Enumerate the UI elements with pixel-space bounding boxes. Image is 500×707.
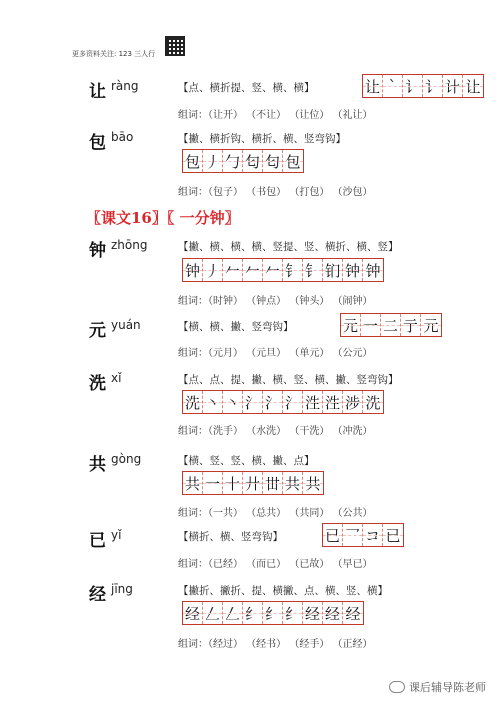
character: 已 xyxy=(89,531,106,551)
stroke-cell: 钅 xyxy=(283,259,303,281)
words-prefix: 组词： xyxy=(178,296,208,307)
stroke-cell: 已 xyxy=(323,524,343,546)
stroke-cell: 钔 xyxy=(323,259,343,281)
header-note: 更多资料关注: 123 三人行 xyxy=(72,50,156,58)
pinyin: gòng xyxy=(111,452,142,466)
words-list: （包子） （书包） （打包） （沙包） xyxy=(208,187,373,198)
stroke-cell: ` xyxy=(383,75,403,97)
stroke-cell: 泩 xyxy=(303,391,323,413)
stroke-cell: 让 xyxy=(463,75,483,97)
stroke-cell: 𠃋 xyxy=(203,602,223,624)
stroke-cell: 丿 xyxy=(203,259,223,281)
words-list: （经过） （经书） （经手） （正经） xyxy=(208,639,373,650)
character: 钟 xyxy=(89,241,106,261)
words-list: （元月） （元旦） （单元） （公元） xyxy=(208,348,373,359)
words-prefix: 组词： xyxy=(178,348,208,359)
stroke-cell: 𠂉 xyxy=(223,259,243,281)
stroke-order: 【撇、横、横、横、竖提、竖、横折、横、竖】 xyxy=(178,241,399,253)
pinyin: ràng xyxy=(111,79,139,93)
character: 让 xyxy=(89,82,106,102)
character: 元 xyxy=(89,321,106,341)
stroke-cell: 十 xyxy=(223,472,243,494)
stroke-cell: 丿 xyxy=(203,150,223,172)
stroke-cell: 钟 xyxy=(183,259,203,281)
stroke-cell: 纟 xyxy=(243,602,263,624)
stroke-cell: 共 xyxy=(183,472,203,494)
stroke-order: 【横、横、撇、竖弯钩】 xyxy=(178,321,294,333)
wechat-icon xyxy=(389,681,405,693)
stroke-cell: 讠 xyxy=(403,75,423,97)
stroke-grid xyxy=(182,471,324,495)
words-prefix: 组词： xyxy=(178,187,208,198)
stroke-cell: 讠 xyxy=(423,75,443,97)
stroke-cell: 钟 xyxy=(363,259,383,281)
words-prefix: 组词： xyxy=(178,426,208,437)
words-list: （已经） （而已） （已故） （早已） xyxy=(208,559,373,570)
stroke-cell: 氵 xyxy=(283,391,303,413)
stroke-grid xyxy=(340,313,442,337)
stroke-cell: 氵 xyxy=(263,391,283,413)
pinyin: bāo xyxy=(111,130,134,144)
stroke-cell: 丶 xyxy=(223,391,243,413)
stroke-cell: 包 xyxy=(183,150,203,172)
word-examples xyxy=(178,292,373,307)
stroke-cell: 共 xyxy=(303,472,323,494)
stroke-order: 【撇、横折钩、横折、横、竖弯钩】 xyxy=(178,133,346,145)
stroke-cell: 𠂉 xyxy=(243,259,263,281)
stroke-cell: 已 xyxy=(383,524,403,546)
word-examples xyxy=(178,504,373,519)
words-list: （让开） （不让） （让位） （礼让） xyxy=(208,110,373,121)
stroke-cell: 泩 xyxy=(323,391,343,413)
pinyin: xǐ xyxy=(111,371,122,385)
stroke-cell: 经 xyxy=(323,602,343,624)
stroke-order: 【点、横折提、竖、横、横】 xyxy=(178,82,315,94)
stroke-cell: 钅 xyxy=(303,259,323,281)
stroke-cell: コ xyxy=(363,524,383,546)
stroke-cell: 廾 xyxy=(243,472,263,494)
stroke-order: 【横、竖、竖、横、撇、点】 xyxy=(178,455,315,467)
word-examples xyxy=(178,555,373,570)
words-prefix: 组词： xyxy=(178,559,208,570)
stroke-cell: 氵 xyxy=(243,391,263,413)
stroke-cell: 让 xyxy=(363,75,383,97)
stroke-cell: 丶 xyxy=(203,391,223,413)
words-prefix: 组词： xyxy=(178,110,208,121)
stroke-cell: 匂 xyxy=(243,150,263,172)
stroke-cell: 一 xyxy=(361,314,381,336)
pinyin: jīng xyxy=(111,582,133,596)
stroke-cell: 经 xyxy=(343,602,363,624)
stroke-cell: 勹 xyxy=(223,150,243,172)
stroke-order: 【点、点、提、撇、横、竖、横、撇、竖弯钩】 xyxy=(178,374,399,386)
word-examples xyxy=(178,106,373,121)
words-prefix: 组词： xyxy=(178,508,208,519)
pinyin: yuán xyxy=(111,318,141,332)
stroke-cell: 元 xyxy=(341,314,361,336)
stroke-cell: 包 xyxy=(283,150,303,172)
stroke-cell: 亍 xyxy=(401,314,421,336)
stroke-cell: 丗 xyxy=(263,472,283,494)
stroke-grid xyxy=(182,390,384,414)
pinyin: yǐ xyxy=(111,528,122,542)
stroke-cell: 二 xyxy=(381,314,401,336)
stroke-grid xyxy=(182,149,304,173)
stroke-order: 【撇折、撇折、提、横撇、点、横、竖、横】 xyxy=(178,585,388,597)
character: 包 xyxy=(89,133,106,153)
words-list: （一共） （总共） （共同） （公共） xyxy=(208,508,373,519)
words-prefix: 组词： xyxy=(178,639,208,650)
word-examples xyxy=(178,422,373,437)
stroke-cell: 匂 xyxy=(263,150,283,172)
stroke-grid xyxy=(322,523,404,547)
words-list: （时钟） （钟点） （钟头） （闹钟） xyxy=(208,296,373,307)
pinyin: zhōng xyxy=(111,238,148,252)
lesson-title: 〖课文16〗〖 一分钟〗 xyxy=(86,209,240,227)
stroke-cell: 涉 xyxy=(343,391,363,413)
character: 共 xyxy=(89,455,106,475)
character: 经 xyxy=(89,585,106,605)
word-examples xyxy=(178,344,373,359)
stroke-cell: 𠂉 xyxy=(263,259,283,281)
stroke-cell: 纟 xyxy=(263,602,283,624)
words-list: （洗手） （水洗） （干洗） （冲洗） xyxy=(208,426,373,437)
stroke-cell: 元 xyxy=(421,314,441,336)
watermark-text: 课后辅导陈老师 xyxy=(409,681,486,694)
stroke-cell: 计 xyxy=(443,75,463,97)
stroke-grid xyxy=(182,601,364,625)
qr-code-icon xyxy=(165,36,185,56)
word-examples xyxy=(178,635,373,650)
stroke-cell: 经 xyxy=(183,602,203,624)
stroke-grid xyxy=(182,258,384,282)
word-examples xyxy=(178,183,373,198)
stroke-cell: 钟 xyxy=(343,259,363,281)
stroke-cell: 洗 xyxy=(363,391,383,413)
watermark xyxy=(389,679,486,695)
stroke-cell: 乛 xyxy=(343,524,363,546)
stroke-cell: 纟 xyxy=(283,602,303,624)
stroke-grid xyxy=(362,74,484,98)
stroke-cell: 𠃋 xyxy=(223,602,243,624)
stroke-cell: 一 xyxy=(203,472,223,494)
stroke-order: 【横折、横、竖弯钩】 xyxy=(178,531,283,543)
character: 洗 xyxy=(89,374,106,394)
stroke-cell: 经 xyxy=(303,602,323,624)
stroke-cell: 共 xyxy=(283,472,303,494)
stroke-cell: 洗 xyxy=(183,391,203,413)
